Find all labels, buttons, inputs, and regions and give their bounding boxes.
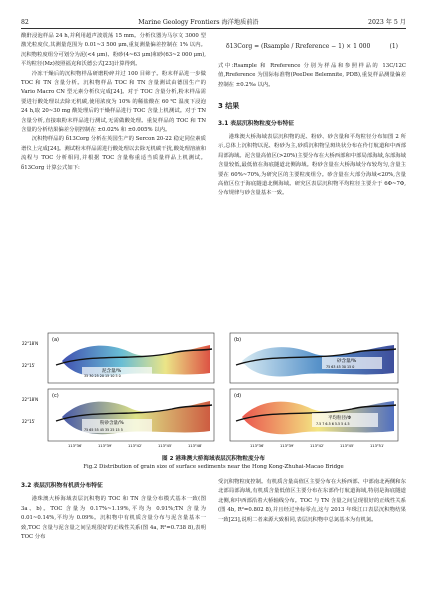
equation	[218, 32, 406, 62]
lon-label: 113°45′	[340, 444, 355, 448]
legend-label: 平均粒径/Φ	[328, 416, 352, 421]
left-column-bottom	[21, 478, 206, 542]
equation-formula: δ13Corg = (Rsample / Rreference − 1) × 1 000	[226, 43, 371, 51]
panel-letter: (b)	[234, 337, 242, 343]
figure-2	[22, 331, 407, 449]
legend-ticks: 35 30 25 20 15 10 5 0	[84, 374, 121, 378]
grain-size-maps	[22, 331, 407, 449]
right-column-top	[218, 32, 406, 199]
paragraph: 沉积物样品的 δ13Corg 分析在英国生产的 Sercon 20-22 稳定同位素质谱仪上完成[24]。测试粉末样品需进行酸处理以去除无机碳干扰,酸处理溶液和流程与 TOC 分析相同,并根据 TOC 含量称重适当质量样品上机测试。δ13Corg 计算公式如下:	[21, 136, 206, 171]
panel-d	[230, 389, 398, 441]
paragraph: 港珠澳大桥海域表层沉积物的泥、粉砂、砂含量和平均粒径分布如图 2 所示,总体上沉积物以泥、粉砂为主,砂质沉积物呈斑块状分布在伶仃航道和中西部局部海域。泥含量高值区(>20%)主要分布在大桥西部和中部局部海域,东部海域含量较低,最低值在海底隧道北侧海域。粉砂含量在大桥海域分布较均匀,含量主要在 60%~70%,为研究区的主要粒度组分。砂含量在大部分海域<20%,含量高值区位于海底隧道北侧海域。研究区表层沉积物平均粒径主要介于 6Φ~7Φ,分布规律与砂含量基本一致。	[218, 134, 406, 197]
panel-letter: (d)	[234, 393, 242, 399]
journal-name: Marine Geology Frontiers 海洋地质前沿	[138, 19, 259, 26]
legend-label: 砂含量/%	[337, 359, 357, 364]
panel-letter: (a)	[52, 337, 59, 343]
equation-number: (1)	[389, 43, 398, 51]
running-header	[21, 14, 406, 29]
paragraph: 冷冻干燥后的沉积物样品研磨粉碎并过 100 目筛子。粉末样品进一步做 TOC 和 TN 含量分析。沉积物样品 TOC 和 TN 含量测试由德国生产的 Vario Macro CN 型元素分析仪完成[24]。对于 TOC 含量分析,粉末样品需要进行酸处理以去除无机碳,使用浓度为 10% 的稀盐酸在 60 ℃ 温度下浸泡 24 h,取 20~30 mg 酸处理后的干燥样品进行 TOC 含量上机测试。对于 TN 含量分析,直接取粉末样品进行测试,无需做酸处理。重复样品的 TOC 和 TN 含量的分析结果偏差分别控制在 ±0.02% 和 ±0.005% 以内。	[21, 70, 206, 134]
lat-label: 22°15′	[22, 363, 36, 368]
legend-ticks: 75 63 45 30 15 0	[326, 365, 355, 369]
lon-label: 113°39′	[280, 444, 295, 448]
paragraph: 港珠澳大桥海域表层沉积物的 TOC 和 TN 含量分布模式基本一致(图 3a、b)。TOC 含量为 0.17%~1.19%,平均为 0.91%;TN 含量为 0.01~0.14%,平均为 0.09%。沉积物中有机质含量分布与泥含量基本一致,TOC 含量与泥含量之间呈现很好的正线性关系(图 4a, R²=0.738 8),表明 TOC 分布	[21, 496, 206, 541]
legend-label: 泥含量/%	[102, 369, 122, 374]
legend-label: 粉砂含量/%	[100, 421, 124, 426]
paragraph: 式中:Rsample 和 Rreference 分别为样品和参照样品的 13C/12C 值,Rreference 为国际标准物(PeeDee Belemnite, PDB),重复样品测量偏差控制在 ±0.2‰ 以内。	[218, 63, 406, 88]
figure-caption-en: Fig.2 Distribution of grain size of surface sediments near the Hong Kong-Zhuhai-Macao Bridge	[83, 464, 344, 470]
lon-label: 113°36′	[68, 444, 83, 448]
subsection-heading: 3.2 表层沉积物有机质分布特征	[21, 483, 103, 489]
lon-label: 113°39′	[98, 444, 113, 448]
legend-ticks: 75 65 55 45 35 25 15 5	[84, 428, 123, 432]
lat-label: 22°18′N	[22, 341, 39, 346]
panel-c	[48, 389, 214, 441]
figure-caption-zh: 图 2 港珠澳大桥海域表层沉积物粒度分布	[162, 456, 265, 462]
panel-letter: (c)	[52, 393, 59, 399]
lat-label: 22°18′N	[22, 397, 39, 402]
lon-label: 113°45′	[158, 444, 173, 448]
subsection-heading: 3.1 表层沉积物粒度分布特征	[218, 120, 295, 127]
legend-ticks: 7.5 7 6.5 6 5.5 5 4.5	[316, 422, 350, 426]
paragraph: 酸酐浸泡样品 24 h,并利用超声波震荡 15 mm。分析仪器为马尔文 3000 型激光粒度仪,其测量范围为 0.01~3 500 μm,重复测量偏差控制在 1% 以内。沉积物粒度组分可划分为泥(<4 μm)、粉砂(4~63 μm)和砂(63~2 000 μm),平均粒径(Mz)按照福克和沃德公式[23]计算得到。	[21, 33, 206, 68]
page-number: 82	[21, 19, 29, 26]
lon-label: 113°48′	[188, 444, 203, 448]
lat-label: 22°15′	[22, 419, 36, 424]
lon-label: 113°42′	[128, 444, 143, 448]
lon-label: 113°51′	[370, 444, 385, 448]
lon-label: 113°36′	[250, 444, 265, 448]
issue-date: 2023 年 5 月	[368, 19, 406, 26]
section-heading: 3 结果	[218, 102, 240, 111]
panel-a	[48, 333, 214, 383]
panel-b	[230, 333, 398, 383]
paragraph: 受沉积物粒度控制。有机质含量高值区主要分布在大桥西部、中部南北两侧和东北部局部海域,有机质含量低值区主要分布在东部伶仃航道海域,特别是海底隧道北侧,和中西部沿着大桥轴线分布。TOC 与 TN 含量之间呈现很好的正线性关系(图 4b, R²=0.802 8),并且经过坐标零点,这与 2013 年珠江口表层沉积物结果一致[23],说明二者来源大致相同,表层沉积物中总氮基本为有机氮。	[218, 479, 406, 523]
lon-label: 113°42′	[310, 444, 325, 448]
left-column-top	[21, 32, 206, 173]
right-column-bottom	[218, 478, 406, 525]
